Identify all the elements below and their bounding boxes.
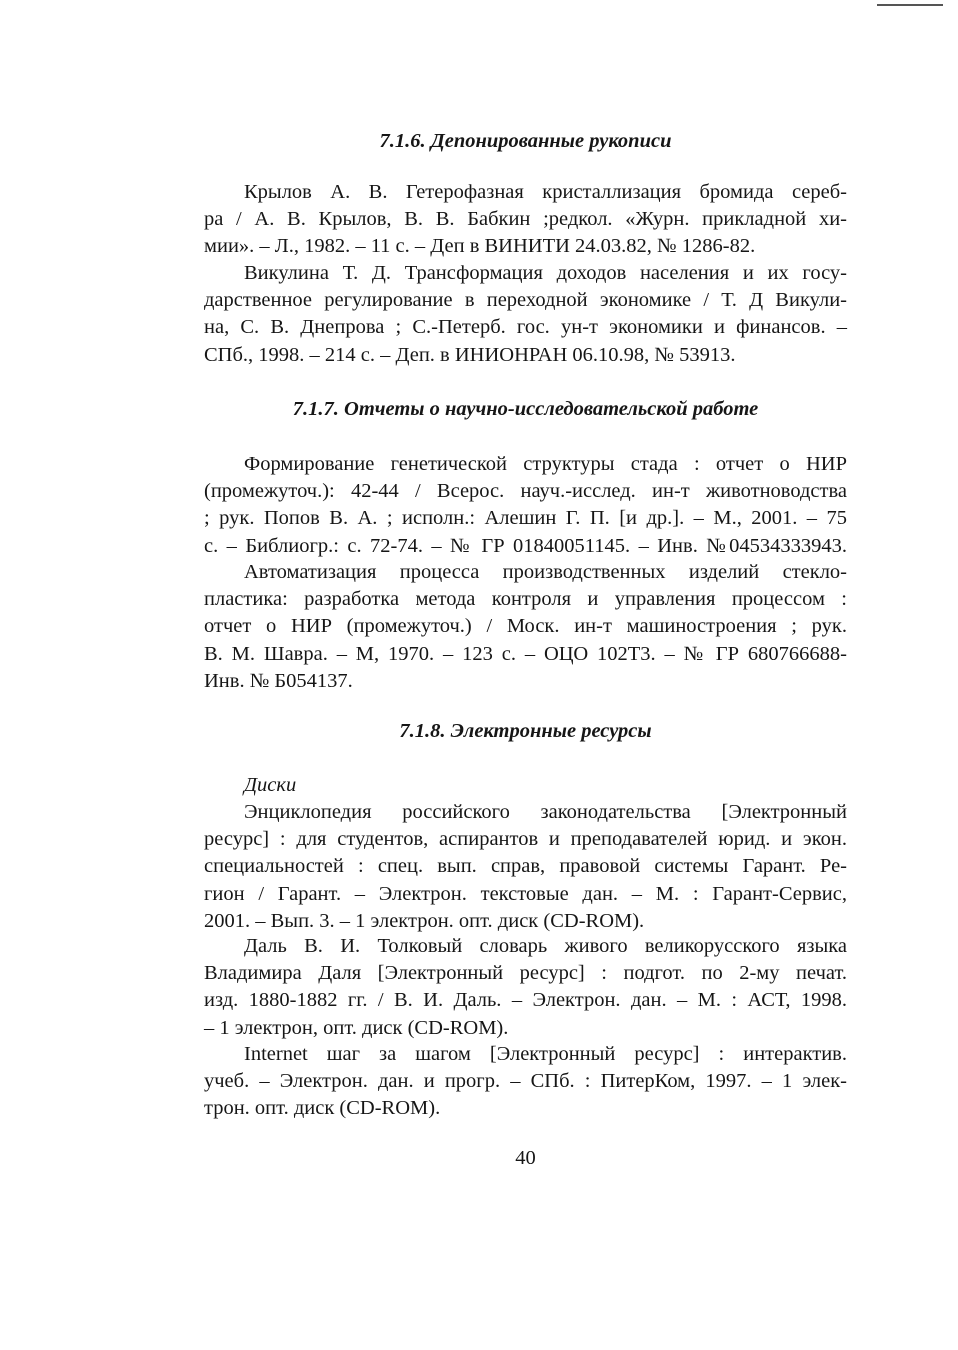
entry-line: Викулина Т. Д. Трансформация доходов населения и их госу- [244,262,847,284]
bibliography-entry [204,1041,847,1123]
entry-line: мии». – Л., 1982. – 11 с. – Деп в ВИНИТИ 24.03.82, № 1286-82. [204,235,756,258]
bibliography-entry [204,933,847,1042]
bibliography-entry [204,179,847,261]
entry-line: отчет о НИР (промежуточ.) / Моск. ин-т машиностроения ; рук. [204,615,847,638]
entry-line: Формирование генетической структуры стада : отчет о НИР [244,453,847,475]
scan-edge-rule [877,4,943,6]
entry-line: Крылов А. В. Гетерофазная кристаллизация бромида сереб- [244,181,847,203]
entry-line: с. – Библиогр.: с. 72-74. – № ГР 01840051145. – Инв. №04534333943. [204,534,847,557]
entry-line: на, С. В. Днепрова ; С.-Петерб. гос. ун-т экономики и финансов. – [204,316,847,339]
section-heading-deposited-manuscripts: 7.1.6. Депонированные рукописи [379,130,672,152]
entry-line: гион / Гарант. – Электрон. текстовые дан. – М. : Гарант-Сервис, [204,882,847,905]
bibliography-entry [204,559,847,695]
page-number: 40 [515,1147,536,1169]
bibliography-entry [204,451,847,560]
entry-line: Internet шаг за шагом [Электронный ресурс] : интерактив. [244,1043,847,1065]
entry-line: – 1 электрон, опт. диск (CD-ROM). [204,1016,509,1039]
entry-line: ; рук. Попов В. А. ; исполн.: Алешин Г. П. [и др.]. – М., 2001. – 75 [204,507,847,530]
bibliography-entry [204,799,847,935]
section-heading-research-reports: 7.1.7. Отчеты о научно-исследовательской работе [292,398,759,420]
entry-line: В. М. Шавра. – М, 1970. – 123 с. – ОЦО 102Т3. – № ГР 680766688- [204,642,847,665]
entry-line: ресурс] : для студентов, аспирантов и преподавателей юрид. и экон. [204,828,847,851]
entry-line: учеб. – Электрон. дан. и прогр. – СПб. : ПитерКом, 1997. – 1 элек- [204,1070,847,1093]
entry-line: (промежуточ.): 42-44 / Всерос. науч.-исслед. ин-т животноводства [204,480,847,503]
entry-line: СПб., 1998. – 214 с. – Деп. в ИНИОНРАН 06.10.98, № 53913. [204,343,736,366]
entry-line: дарственное регулирование в переходной экономике / Т. Д Викули- [204,289,847,312]
entry-line: трон. опт. диск (CD-ROM). [204,1097,441,1120]
entry-line: Инв. № Б054137. [204,669,353,692]
entry-line: ра / А. В. Крылов, В. В. Бабкин ;редкол. «Журн. прикладной хи- [204,208,847,231]
entry-line: специальностей : спец. вып. справ, правовой системы Гарант. Ре- [204,855,847,878]
entry-line: Даль В. И. Толковый словарь живого великорусского языка [244,935,847,957]
entry-line: пластика: разработка метода контроля и управления процессом : [204,588,847,611]
entry-line: Автоматизация процесса производственных изделий стекло- [244,561,847,583]
entry-line: Энциклопедия российского законодательства [Электронный [244,801,847,823]
bibliography-entry [204,260,847,369]
section-heading-electronic-resources: 7.1.8. Электронные ресурсы [399,720,652,742]
entry-line: Владимира Даля [Электронный ресурс] : подгот. по 2-му печат. [204,962,847,985]
entry-line: 2001. – Вып. 3. – 1 электрон. опт. диск (CD-ROM). [204,909,645,932]
entry-line: изд. 1880-1882 гг. / В. И. Даль. – Электрон. дан. – М. : АСТ, 1998. [204,989,847,1012]
subsection-heading-disks: Диски [244,774,297,796]
